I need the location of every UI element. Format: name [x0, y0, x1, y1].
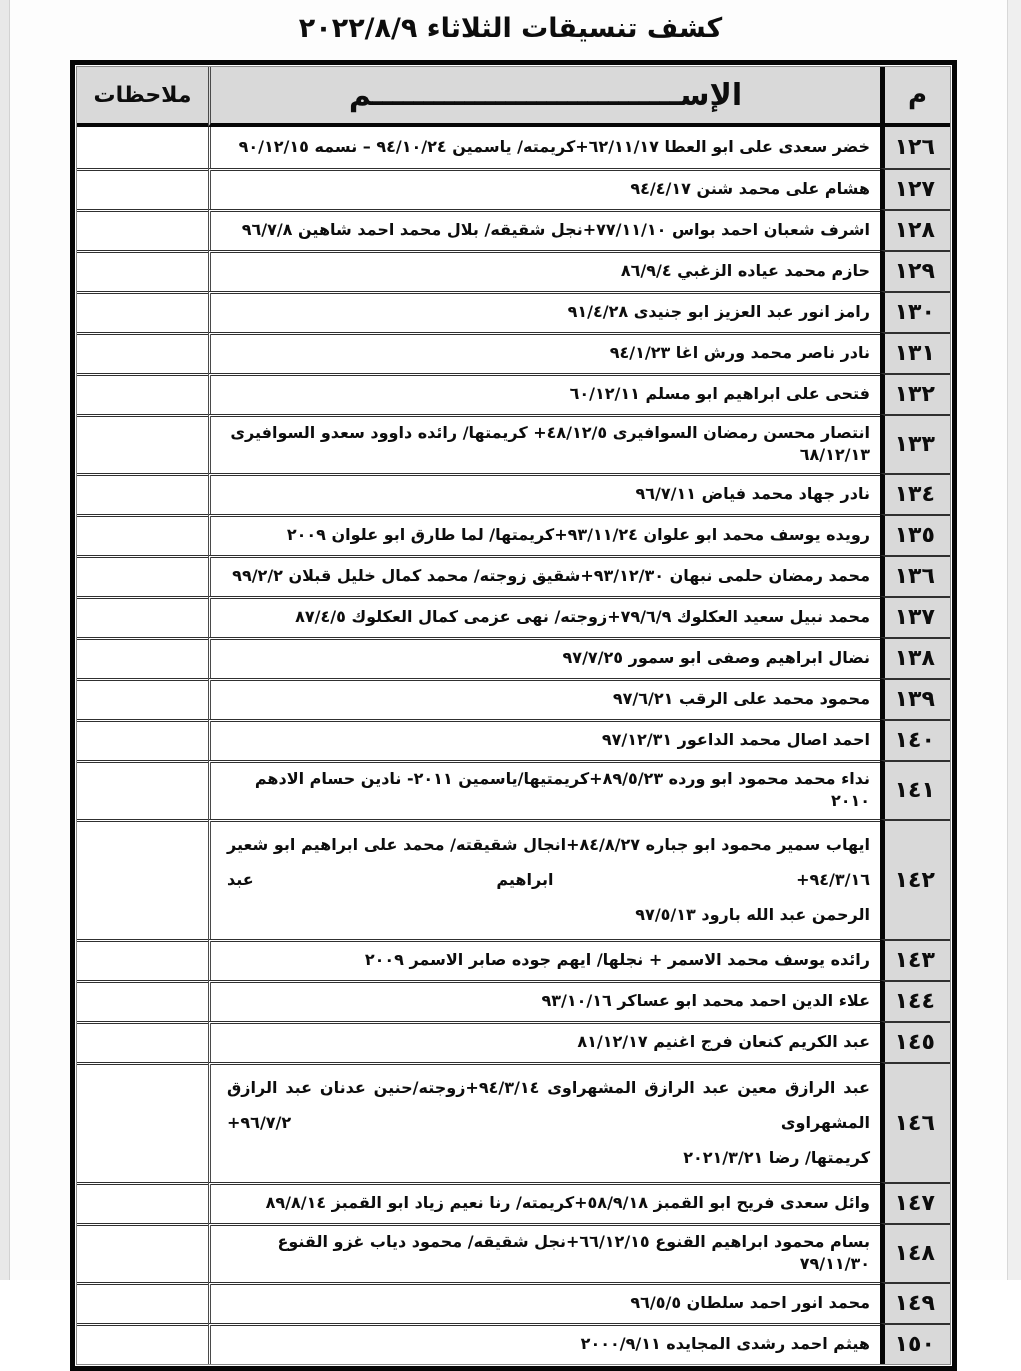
- row-name-line: محمد نبيل سعيد العكلوك ٧٩/٦/٩+زوجته/ نهى عزمى كمال العكلوك ٨٧/٤/٥: [295, 607, 870, 626]
- row-notes-cell: [77, 678, 208, 719]
- row-number-cell: ١٣٩: [880, 678, 950, 719]
- table-row: [77, 291, 950, 332]
- row-notes-cell: [77, 127, 208, 168]
- row-name-cell: [208, 678, 880, 719]
- row-number-cell: ١٣٦: [880, 555, 950, 596]
- row-number-cell: ١٣٢: [880, 373, 950, 414]
- row-notes-cell: [77, 760, 208, 819]
- table-row: [77, 127, 950, 168]
- header-cell-number: م: [880, 67, 950, 127]
- row-name-line: محمد انور احمد سلطان ٩٦/٥/٥: [630, 1293, 870, 1312]
- row-number-cell: ١٣٨: [880, 637, 950, 678]
- row-name-cell: [208, 760, 880, 819]
- row-name-line: رائده يوسف محمد الاسمر + نجلها/ ايهم جوده صابر الاسمر ٢٠٠٩: [364, 950, 870, 969]
- table-row: [77, 373, 950, 414]
- row-notes-cell: [77, 514, 208, 555]
- table-row: [77, 1062, 950, 1182]
- table-row: [77, 678, 950, 719]
- table-row: [77, 1223, 950, 1282]
- row-notes-cell: [77, 473, 208, 514]
- row-number-cell: ١٤٤: [880, 980, 950, 1021]
- row-name-line: نادر جهاد محمد فياض ٩٦/٧/١١: [635, 484, 870, 503]
- row-number-cell: ١٣٣: [880, 414, 950, 473]
- table-row: [77, 1021, 950, 1062]
- header-cell-notes: ملاحظات: [77, 67, 208, 127]
- row-name-line: بسام محمود ابراهيم القنوع ٦٦/١٢/١٥+نجل شقيقه/ محمود دياب غزو القنوع ٧٩/١١/٣٠: [277, 1232, 870, 1273]
- table-header-row: [77, 67, 950, 127]
- row-name-cell: [208, 637, 880, 678]
- row-name-line: نداء محمد محمود ابو ورده ٨٩/٥/٢٣+كريمتيها/ياسمين ٢٠١١- نادين حسام الادهم ٢٠١٠: [254, 769, 870, 810]
- page-edge-right: [1007, 0, 1021, 1280]
- row-notes-cell: [77, 1182, 208, 1223]
- row-notes-cell: [77, 291, 208, 332]
- row-notes-cell: [77, 209, 208, 250]
- row-number-cell: ١٢٦: [880, 127, 950, 168]
- row-name-line: رامز انور عبد العزيز ابو جنيدى ٩١/٤/٢٨: [567, 302, 870, 321]
- row-number-cell: ١٤٥: [880, 1021, 950, 1062]
- row-notes-cell: [77, 939, 208, 980]
- row-number-cell: ١٥٠: [880, 1323, 950, 1364]
- row-name-line: هشام على محمد شنن ٩٤/٤/١٧: [630, 179, 870, 198]
- row-number-cell: ١٢٩: [880, 250, 950, 291]
- row-name-cell: [208, 168, 880, 209]
- row-notes-cell: [77, 250, 208, 291]
- row-name-cell: [208, 1021, 880, 1062]
- row-notes-cell: [77, 980, 208, 1021]
- row-name-cell: [208, 980, 880, 1021]
- row-notes-cell: [77, 1062, 208, 1182]
- table-row: [77, 1282, 950, 1323]
- row-name-cell: [208, 373, 880, 414]
- row-number-cell: ١٤٦: [880, 1062, 950, 1182]
- table-row: [77, 596, 950, 637]
- table-row: [77, 1182, 950, 1223]
- row-name-cell: [208, 291, 880, 332]
- row-number-cell: ١٤٨: [880, 1223, 950, 1282]
- row-name-cell: [208, 1282, 880, 1323]
- row-name-line: وائل سعدى فريح ابو القمبز ٥٨/٩/١٨+كريمته/ رنا نعيم زياد ابو القمبز ٨٩/٨/١٤: [265, 1193, 870, 1212]
- row-name-cell: [208, 414, 880, 473]
- row-number-cell: ١٣١: [880, 332, 950, 373]
- table-row: [77, 250, 950, 291]
- row-name-line: انتصار محسن رمضان السوافيرى ٤٨/١٢/٥+ كريمتها/ رائده داوود سعدو السوافيرى ٦٨/١٢/١٣: [230, 423, 870, 464]
- row-name-line: ايهاب سمير محمود ابو جباره ٨٤/٨/٢٧+انجال شقيقته/ محمد على ابراهيم ابو شعير ٩٤/٣/١٦+ ابراهيم عبد: [227, 835, 871, 889]
- row-number-cell: ١٣٤: [880, 473, 950, 514]
- row-name-line: علاء الدين احمد محمد ابو عساكر ٩٣/١٠/١٦: [541, 991, 870, 1010]
- row-name-line: حازم محمد عياده الزغبي ٨٦/٩/٤: [620, 261, 870, 280]
- table-row: [77, 473, 950, 514]
- header-cell-name: الإســــــــــــــــــــــــــــــم: [208, 67, 880, 127]
- table-row: [77, 637, 950, 678]
- row-notes-cell: [77, 637, 208, 678]
- row-number-cell: ١٣٠: [880, 291, 950, 332]
- row-name-cell: [208, 250, 880, 291]
- row-name-line: كريمتها/ رضا ٢٠٢١/٣/٢١: [683, 1148, 870, 1167]
- row-name-cell: [208, 1062, 880, 1182]
- row-number-cell: ١٤١: [880, 760, 950, 819]
- row-notes-cell: [77, 1282, 208, 1323]
- row-name-cell: [208, 1223, 880, 1282]
- page-edge-left: [0, 0, 10, 1280]
- row-name-line: نادر ناصر محمد ورش اغا ٩٤/١/٢٣: [609, 343, 870, 362]
- row-name-cell: [208, 473, 880, 514]
- row-name-line: الرحمن عبد الله بارود ٩٧/٥/١٣: [635, 905, 870, 924]
- row-number-cell: ١٢٨: [880, 209, 950, 250]
- table-row: [77, 719, 950, 760]
- table-row: [77, 209, 950, 250]
- row-notes-cell: [77, 1223, 208, 1282]
- row-notes-cell: [77, 168, 208, 209]
- table-row: [77, 414, 950, 473]
- row-notes-cell: [77, 414, 208, 473]
- table-row: [77, 980, 950, 1021]
- row-notes-cell: [77, 596, 208, 637]
- row-notes-cell: [77, 332, 208, 373]
- row-name-line: نضال ابراهيم وصفى ابو سمور ٩٧/٧/٢٥: [562, 648, 870, 667]
- row-name-cell: [208, 1323, 880, 1364]
- row-name-cell: [208, 209, 880, 250]
- table-row: [77, 939, 950, 980]
- coordination-table: [70, 60, 957, 1371]
- table-row: [77, 819, 950, 939]
- row-number-cell: ١٣٧: [880, 596, 950, 637]
- row-name-line: رويده يوسف محمد ابو علوان ٩٣/١١/٢٤+كريمتها/ لما طارق ابو علوان ٢٠٠٩: [286, 525, 870, 544]
- row-name-line: اشرف شعبان احمد بواس ٧٧/١١/١٠+نجل شقيقه/ بلال محمد احمد شاهين ٩٦/٧/٨: [241, 220, 870, 239]
- row-number-cell: ١٤٧: [880, 1182, 950, 1223]
- row-name-line: عبد الرازق معين عبد الرازق المشهراوى ٩٤/٣/١٤+زوجته/حنين عدنان عبد الرازق المشهراوى ٩٦/٧/٢+: [227, 1078, 870, 1132]
- coordination-table-inner: [76, 66, 951, 1365]
- row-name-line: محمود محمد على الرقب ٩٧/٦/٢١: [612, 689, 870, 708]
- table-row: [77, 168, 950, 209]
- row-number-cell: ١٤٢: [880, 819, 950, 939]
- table-row: [77, 1323, 950, 1364]
- row-notes-cell: [77, 819, 208, 939]
- row-name-line: عبد الكريم كنعان فرج اغنيم ٨١/١٢/١٧: [577, 1032, 870, 1051]
- row-name-cell: [208, 939, 880, 980]
- row-name-line: هيثم احمد رشدى المجايده ٢٠٠٠/٩/١١: [580, 1334, 870, 1353]
- row-notes-cell: [77, 373, 208, 414]
- row-number-cell: ١٢٧: [880, 168, 950, 209]
- row-name-line: خضر سعدى على ابو العطا ٦٢/١١/١٧+كريمته/ ياسمين ٩٤/١٠/٢٤ – نسمه ٩٠/١٢/١٥: [238, 136, 870, 156]
- row-notes-cell: [77, 1021, 208, 1062]
- row-name-line: احمد اصال محمد الداعور ٩٧/١٢/٣١: [601, 730, 870, 749]
- row-notes-cell: [77, 555, 208, 596]
- row-name-cell: [208, 819, 880, 939]
- row-name-cell: [208, 1182, 880, 1223]
- row-number-cell: ١٣٥: [880, 514, 950, 555]
- row-name-cell: [208, 596, 880, 637]
- row-name-line: فتحى على ابراهيم ابو مسلم ٦٠/١٢/١١: [569, 384, 870, 403]
- page-title: كشف تنسيقات الثلاثاء ٢٠٢٢/٨/٩: [298, 13, 723, 44]
- row-name-cell: [208, 514, 880, 555]
- row-notes-cell: [77, 1323, 208, 1364]
- row-name-cell: [208, 332, 880, 373]
- row-number-cell: ١٤٣: [880, 939, 950, 980]
- table-row: [77, 514, 950, 555]
- row-number-cell: ١٤٩: [880, 1282, 950, 1323]
- row-name-cell: [208, 127, 880, 168]
- table-body: [77, 127, 950, 1364]
- row-name-line: محمد رمضان حلمى نبهان ٩٣/١٢/٣٠+شقيق زوجته/ محمد كمال خليل قبلان ٩٩/٢/٢: [232, 566, 870, 585]
- row-notes-cell: [77, 719, 208, 760]
- table-row: [77, 332, 950, 373]
- table-row: [77, 760, 950, 819]
- row-name-cell: [208, 555, 880, 596]
- table-row: [77, 555, 950, 596]
- row-number-cell: ١٤٠: [880, 719, 950, 760]
- row-name-cell: [208, 719, 880, 760]
